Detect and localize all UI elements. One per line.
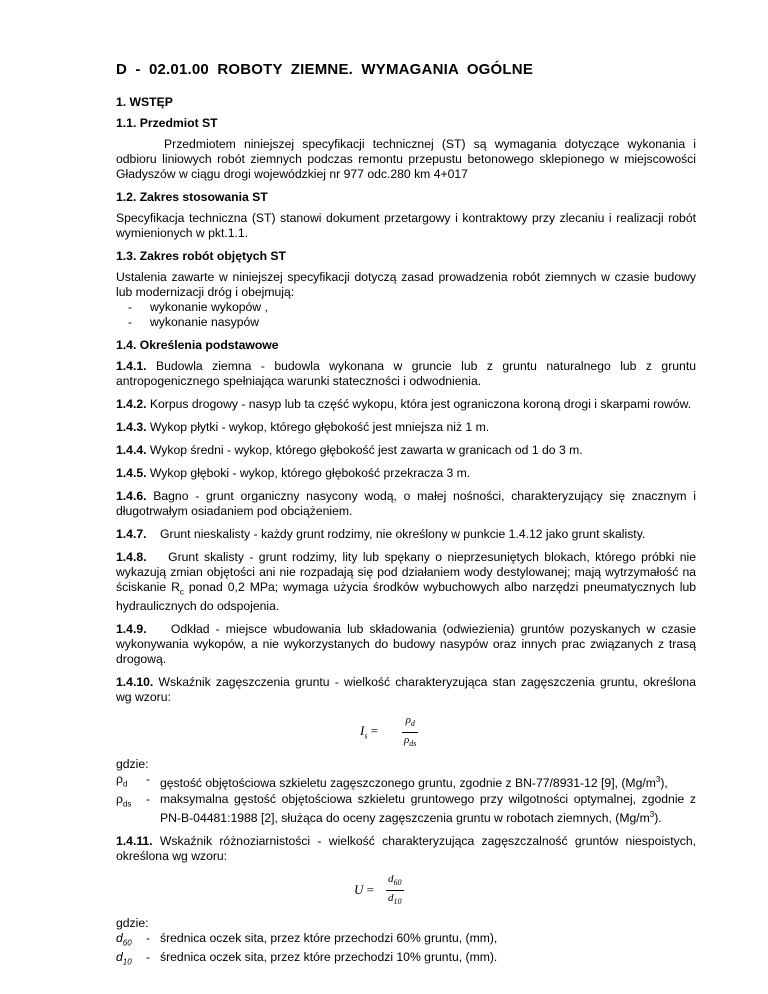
definition-1-4-3: 1.4.3. Wykop płytki - wykop, którego głębokość jest mniejsza niż 1 m. (116, 420, 490, 434)
formula-definition: $\rho_{ds}$ - maksymalna gęstość objętościowa szkieletu gruntowego przy wilgotności optymalnej, zgodnie z PN-B-04481:1988 [2], służąca do oceny zagęszczenia gruntu w robotach ziemnych, $(Mg/m^3)$. (116, 791, 696, 825)
compaction-formula: $I_s$ = $\rho_d$ $\rho_{ds}$ (360, 714, 417, 748)
section-1-2-heading: 1.2. Zakres stosowania ST (116, 190, 268, 204)
where-label: gdzie: (116, 757, 149, 772)
definition-1-4-7: 1.4.7. Grunt nieskalisty - każdy grunt rodzimy, nie określony w punkcie 1.4.12 jako grunt skalisty. (116, 527, 646, 541)
uniformity-formula: U = $\frac{d_{60}}{d_{10}}$ (354, 872, 402, 907)
definition-1-4-5: 1.4.5. Wykop głęboki - wykop, którego głębokość przekracza 3 m. (116, 466, 471, 480)
definition-1-4-11: 1.4.11. Wskaźnik różnoziarnistości - wielkość charakteryzująca zagęszczalność gruntów niespoistych, określona wg wzoru: (116, 833, 696, 863)
definition-1-4-8: 1.4.8. Grunt skalisty - grunt rodzimy, lity lub spękany o nieprzesuniętych blokach, którego próbki nie wykazują zmian objętości ani nie rozpadają się pod działaniem wody destylowanej; mają wytrzymałość na ściskanie $R_c$ ponad 0,2 MPa; wymaga użycia środków wybuchowych albo narzędzi pneumatycznych lub hydraulicznych do odspojenia. (116, 550, 697, 614)
formula-definition: $d_{60}$ - średnica oczek sita, przez które przechodzi 60% gruntu, (mm), (116, 930, 498, 948)
document-title: D - 02.01.00 ROBOTY ZIEMNE. WYMAGANIA OGÓLNE (116, 61, 534, 78)
formula-definition: $\rho_d$ - gęstość objętościowa szkieletu zagęszczonego gruntu, zgodnie z BN-77/8931-12 [9], $(Mg/m^3)$, (116, 772, 668, 791)
definition-1-4-9: 1.4.9. Odkład - miejsce wbudowania lub składowania (odwiezienia) gruntów pozyskanych w czasie wykonywania wykopów, a nie wykorzystanych do budowy nasypów oraz innych prac związanych z trasą drogową. (116, 622, 697, 667)
formula-definition: $d_{10}$ - średnica oczek sita, przez które przechodzi 10% gruntu, (mm). (116, 950, 498, 967)
section-1-3-text: Ustalenia zawarte w niniejszej specyfikacji dotyczą zasad prowadzenia robót ziemnych w czasie budowy lub modernizacji dróg i obejmują: (116, 270, 696, 299)
section-1-heading: 1. WSTĘP (116, 95, 173, 109)
section-1-1-heading: 1.1. Przedmiot ST (116, 116, 218, 130)
definition-1-4-10: 1.4.10. Wskaźnik zagęszczenia gruntu - wielkość charakteryzująca stan zagęszczenia gruntu, określona wg wzoru: (116, 675, 696, 705)
definition-1-4-1: 1.4.1. Budowla ziemna - budowla wykonana w gruncie lub z gruntu naturalnego lub z gruntu antropogenicznego spełniająca warunki stateczności i odwodnienia. (116, 359, 696, 388)
definition-1-4-2: 1.4.2. Korpus drogowy - nasyp lub ta część wykopu, która jest ograniczona koroną drogi i skarpami rowów. (116, 397, 692, 411)
definition-1-4-6: 1.4.6. Bagno - grunt organiczny nasycony wodą, o małej nośności, charakteryzujący się znacznym i długotrwałym osiadaniem pod obciążeniem. (116, 489, 696, 518)
section-1-3-heading: 1.3. Zakres robót objętych ST (116, 249, 286, 263)
list-item: - wykonanie nasypów (127, 315, 260, 329)
list-item: - wykonanie wykopów , (127, 300, 268, 314)
section-1-1-text: Przedmiotem niniejszej specyfikacji technicznej (ST) są wymagania dotyczące wykonania i odbioru liniowych robót ziemnych podczas remontu przepustu betonowego sklepionego w miejscowości Gładyszów w ciągu drogi wojewódzkiej nr 977 odc.280 km 4+017 (116, 137, 696, 181)
where-label: gdzie: (116, 915, 149, 930)
section-1-4-heading: 1.4. Określenia podstawowe (116, 338, 279, 352)
section-1-2-text: Specyfikacja techniczna (ST) stanowi dokument przetargowy i kontraktowy przy zlecaniu i realizacji robót wymienionych w pkt.1.1. (116, 211, 696, 240)
document-page (116, 62, 696, 970)
definition-1-4-4: 1.4.4. Wykop średni - wykop, którego głębokość jest zawarta w granicach od 1 do 3 m. (116, 443, 583, 457)
